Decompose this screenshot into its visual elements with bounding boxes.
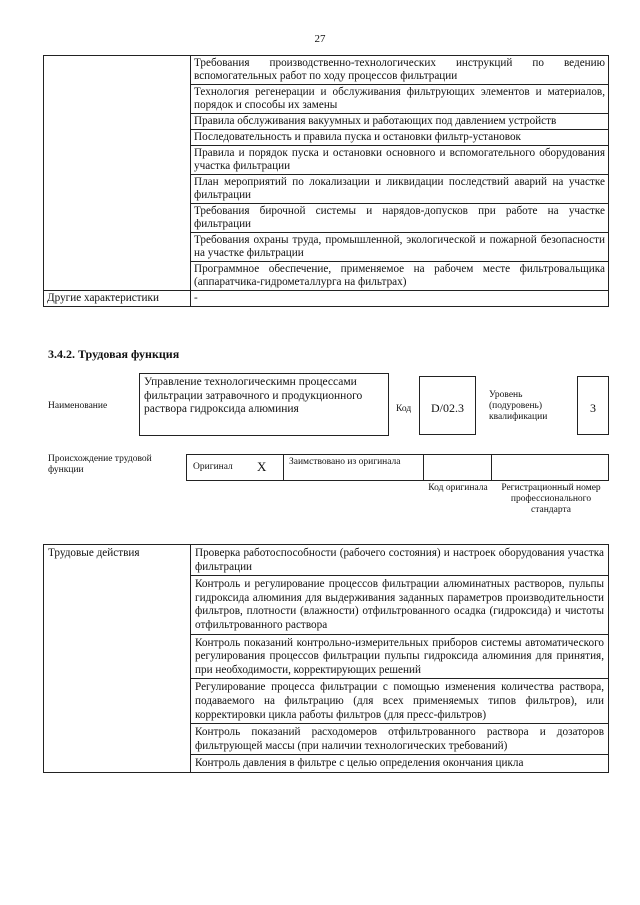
original-label: Оригинал xyxy=(193,462,233,472)
origin-box xyxy=(186,454,609,481)
origin-divider xyxy=(283,455,284,480)
knowledge-row: Технология регенерации и обслуживания фильтрующих элементов и материалов, порядок и способы их замены xyxy=(191,85,609,114)
borrowed-label: Заимствовано из оригинала xyxy=(289,457,401,467)
name-label: Наименование xyxy=(48,401,108,411)
knowledge-row: Требования бирочной системы и нарядов-допусков при работе на участке фильтрации xyxy=(191,204,609,233)
origin-label: Происхождение трудовой функции xyxy=(48,454,152,475)
original-mark: X xyxy=(257,459,267,474)
knowledge-table xyxy=(43,55,609,307)
knowledge-row: План мероприятий по локализации и ликвидации последствий аварий на участке фильтрации xyxy=(191,175,609,204)
code-label: Код xyxy=(396,404,412,414)
origin-divider xyxy=(423,455,424,480)
knowledge-row: Программное обеспечение, применяемое на рабочем месте фильтровальщика (аппаратчика-гидрометаллурга на фильтрах) xyxy=(191,262,609,291)
labor-action-row: Контроль показаний расходомеров отфильтрованного раствора и дозаторов фильтрующей массы (при наличии технологических требований) xyxy=(191,724,609,755)
labor-action-row: Регулирование процесса фильтрации с помощью изменения количества раствора, подаваемого на фильтрацию (для всех применяемых типов фильтров), или корректировки цикла работы фильтров (для пресс-фильтров) xyxy=(191,679,609,724)
code-box: D/02.3 xyxy=(419,376,476,435)
function-name-box: Управление технологическимн процессами фильтрации затравочного и продукционного раствора гидроксида алюминия xyxy=(139,373,389,436)
origin-divider xyxy=(491,455,492,480)
knowledge-row: Требования производственно-технологических инструкций по ведению вспомогательных работ по ходу процессов фильтрации xyxy=(191,56,609,85)
level-box: 3 xyxy=(577,376,609,435)
labor-actions-label: Трудовые действия xyxy=(44,545,191,773)
other-characteristics-value: - xyxy=(191,291,609,307)
knowledge-row: Последовательность и правила пуска и остановки фильтр-установок xyxy=(191,130,609,146)
labor-action-row: Контроль и регулирование процессов фильтрации алюминатных растворов, пульпы гидроксида алюминия для выдерживания заданных параметров производительности фильтров, плотности (влажности) отфильтрованного осадка (гидроксида) и чистоты отфильтрованного раствора xyxy=(191,576,609,634)
reg-number-label: Регистрационный номер профессионального стандарта xyxy=(501,483,601,515)
page-number: 27 xyxy=(314,33,326,45)
labor-actions-table xyxy=(43,544,609,773)
code-original-label: Код оригинала xyxy=(428,483,488,493)
knowledge-row: Правила обслуживания вакуумных и работающих под давлением устройств xyxy=(191,114,609,130)
level-label: Уровень (подуровень) квалификации xyxy=(489,390,548,422)
other-characteristics-label: Другие характеристики xyxy=(44,291,191,307)
labor-action-row: Проверка работоспособности (рабочего состояния) и настроек оборудования участка фильтрации xyxy=(191,545,609,576)
section-heading: 3.4.2. Трудовая функция xyxy=(48,347,180,361)
labor-action-row: Контроль показаний контрольно-измерительных приборов системы автоматического регулирования процессов фильтрации пульпы гидроксида алюминия для принятия, при необходимости, корректирующих решений xyxy=(191,634,609,679)
labor-action-row: Контроль давления в фильтре с целью определения окончания цикла xyxy=(191,755,609,773)
knowledge-row: Правила и порядок пуска и остановки основного и вспомогательного оборудования участка фильтрации xyxy=(191,146,609,175)
knowledge-label-cell xyxy=(44,56,191,291)
knowledge-row: Требования охраны труда, промышленной, экологической и пожарной безопасности на участке фильтрации xyxy=(191,233,609,262)
